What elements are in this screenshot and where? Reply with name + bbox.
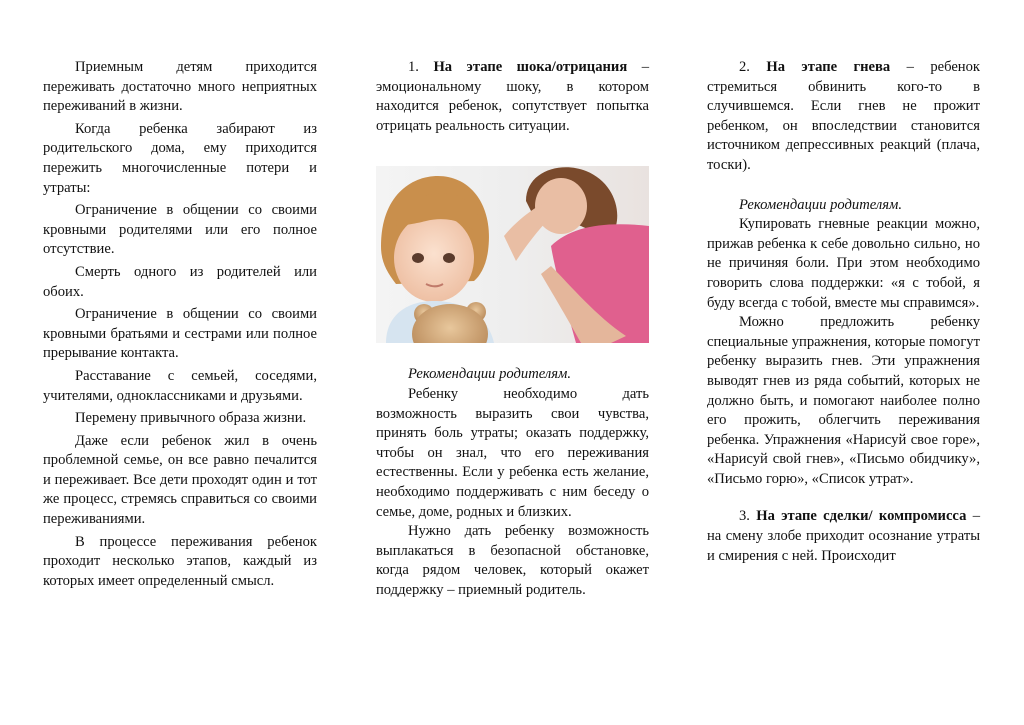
stage2-title: На этапе гнева [766,59,891,75]
stage1-recommendation-1: Ребенку необходимо дать возможность выразить свои чувства, принять боль утраты; оказать поддержку, чтобы он знал, что его переживания естественны. Если у ребенка есть желание, необходимо поддерживать с ним беседу о семье, доме, родных и близких. [376,385,649,520]
intro-paragraph: Приемным детям приходится переживать достаточно много неприятных переживаний в жизни. [43,59,317,115]
stage2-paragraph [707,58,980,176]
losses-intro-paragraph: Когда ребенка забирают из родительского дома, ему приходится пережить многочисленные потери и утраты: [43,120,317,196]
stage2-text: – ребенок стремиться обвинить кого-то в случившемся. Если гнев не прожит ребенком, он впоследствии становится источником депрессивных реакций (плача, тоски). [707,59,980,173]
stage1-recommendation-2: Нужно дать ребенку возможность выплакаться в безопасной обстановке, когда рядом человек, который окажет поддержку – приемный родитель. [376,523,649,598]
loss-item-parent-death: Смерть одного из родителей или обоих. [43,263,317,300]
stage1-number: 1. [408,59,419,75]
stages-paragraph: В процессе переживания ребенок проходит несколько этапов, каждый из которых имеет определенный смысл. [43,533,317,589]
stage1-paragraph [376,58,649,136]
stage2-recommendations-title: Рекомендации родителям. [739,196,902,213]
stage3-text: – на смену злобе приходит осознание утраты и смирения с ней. Происходит [707,508,980,564]
problem-family-paragraph: Даже если ребенок жил в очень проблемной семье, он все равно печалится и переживает. Все дети проходят один и тот же процесс, стремясь справиться со своими переживаниями. [43,432,317,528]
stage2-recommendation-1: Купировать гневные реакции можно, прижав ребенка к себе довольно сильно, но не причиняя боли. При этом необходимо говорить слова поддержки: «я с тобой, я буду всегда с тобой, вместе мы справимся». [707,216,980,311]
stage3-number: 3. [739,508,750,525]
stage3-title: На этапе сделки/ компромисса [756,508,967,525]
loss-item-siblings-contact: Ограничение в общении со своими кровными братьями и сестрами или полное прерывание контакта. [43,306,317,362]
child-with-mother-photo [376,166,649,343]
column-left [43,58,317,591]
stage2-number: 2. [739,59,750,75]
loss-item-parents-contact: Ограничение в общении со своими кровными родителями или его полное отсутствие. [43,202,317,258]
column-right [707,58,980,566]
stage1-recommendations-title: Рекомендации родителям. [408,366,571,383]
loss-item-separation: Расставание с семьей, соседями, учителями, одноклассниками и друзьями. [43,367,317,404]
stage1-title: На этапе шока/отрицания [433,59,628,75]
stage2-recommendation-2: Можно предложить ребенку специальные упражнения, которые помогут ребенку выразить гнев. Эти упражнения выводят гнев из ряда событий, которых не должно быть, и помогают наиболее полно его прожить, облегчить переживания ребенка. Упражнения «Нарисуй свое горе», «Нарисуй свой гнев», «Письмо обидчику», «Письмо горю», «Список утрат». [707,314,980,487]
stage3-paragraph [707,507,980,566]
photo-illustration [376,166,649,343]
column-middle [376,58,649,601]
loss-item-lifestyle: Перемену привычного образа жизни. [75,410,307,427]
stage1-text: – эмоциональному шоку, в котором находится ребенок, сопутствует попытка отрицать реальность ситуации. [376,59,650,134]
